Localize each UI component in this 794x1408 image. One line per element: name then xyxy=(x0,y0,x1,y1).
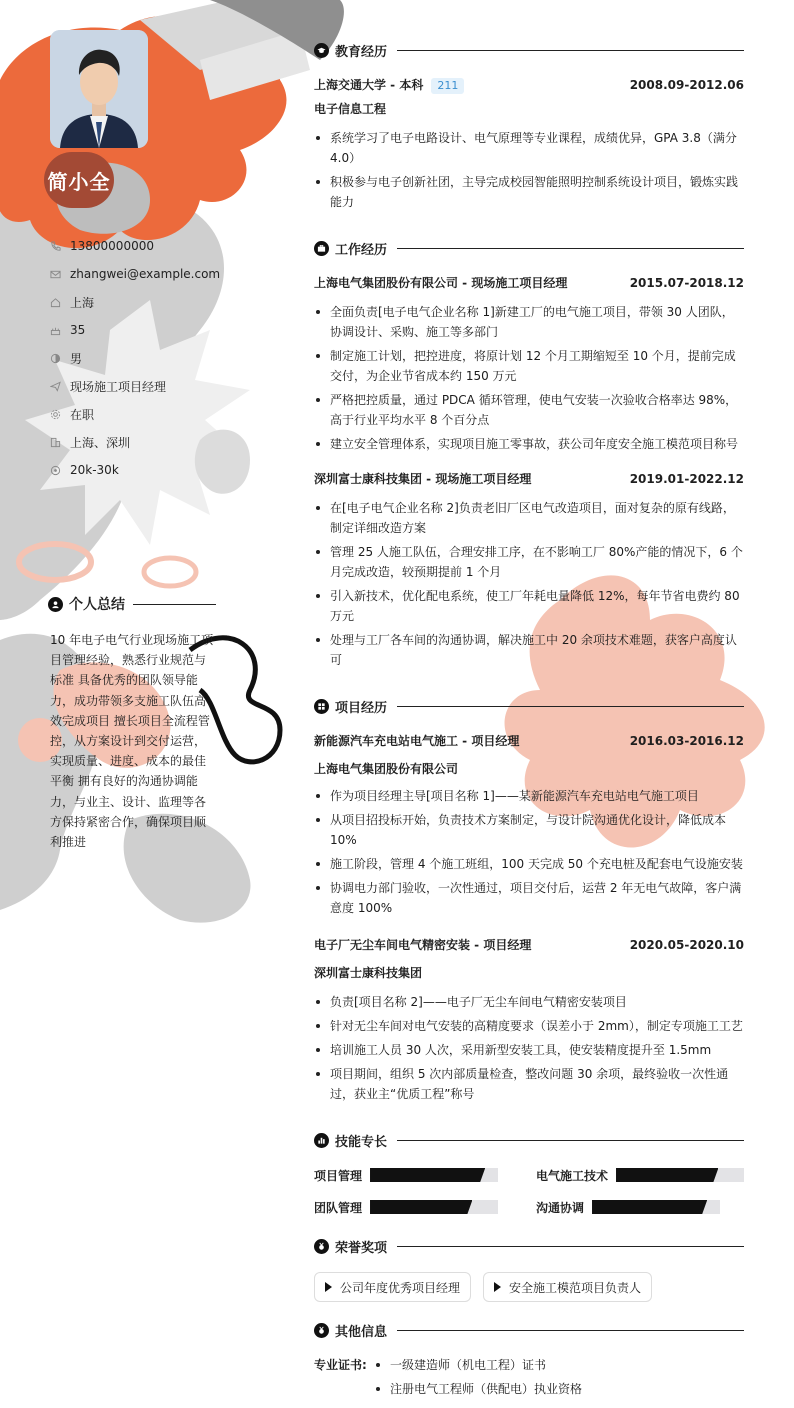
education-date: 2008.09-2012.06 xyxy=(629,78,744,92)
cert-label: 专业证书: xyxy=(314,1358,367,1372)
project-bullets-1 xyxy=(314,786,744,922)
work-title: 上海电气集团股份有限公司 - 现场施工项目经理 xyxy=(314,276,568,290)
phone-icon xyxy=(50,241,61,252)
project-bullets-2 xyxy=(314,992,744,1108)
skill-bar xyxy=(370,1200,498,1214)
project-date: 2016.03-2016.12 xyxy=(629,734,744,748)
project-title: 新能源汽车充电站电气施工 - 项目经理 xyxy=(314,734,520,748)
skill-bar-fill xyxy=(370,1168,485,1182)
info-status: 在职 xyxy=(50,400,280,428)
list-item: 引入新技术，优化配电系统，使工厂年耗电量降低 12%，每年节省电费约 80 万元 xyxy=(314,586,744,626)
divider xyxy=(397,1246,744,1247)
list-item: 全面负责[电子电气企业名称 1]新建工厂的电气施工项目，带领 30 人团队，协调设计、采购、施工等多部门 xyxy=(314,302,744,342)
education-row xyxy=(314,76,744,94)
mail-icon xyxy=(50,269,61,280)
skill-bar-fill xyxy=(616,1168,718,1182)
play-icon xyxy=(325,1282,332,1292)
list-item: 负责[项目名称 2]——电子厂无尘车间电气精密安装项目 xyxy=(314,992,744,1012)
awards-heading: 荣誉奖项 xyxy=(314,1236,744,1256)
avatar xyxy=(50,30,148,148)
divider xyxy=(397,1140,744,1141)
home-icon xyxy=(50,297,61,308)
list-item: 从项目招投标开始，负责技术方案制定，与设计院沟通优化设计，降低成本 10% xyxy=(314,810,744,850)
work-bullets-1 xyxy=(314,302,744,458)
education-bullets xyxy=(314,128,744,216)
skill-bar xyxy=(616,1168,744,1182)
list-item: 严格把控质量，通过 PDCA 循环管理，使电气安装一次验收合格率达 98%，高于行业平均水平 8 个百分点 xyxy=(314,390,744,430)
list-item: 注册电气工程师（供配电）执业资格 xyxy=(374,1379,744,1399)
list-item: 处理与工厂各车间的沟通协调，解决施工中 20 余项技术难题，获客户高度认可 xyxy=(314,630,744,670)
cert-list xyxy=(374,1355,744,1403)
gender-icon xyxy=(50,353,61,364)
list-item: 系统学习了电子电路设计、电气原理等专业课程，成绩优异，GPA 3.8（满分 4.0） xyxy=(314,128,744,168)
award-tag-1: 公司年度优秀项目经理 xyxy=(314,1272,471,1302)
coin-icon xyxy=(50,465,61,476)
info-age: 35 xyxy=(50,316,280,344)
contact-info xyxy=(50,232,280,484)
project-company: 深圳富士康科技集团 xyxy=(314,966,423,980)
other-heading: 其他信息 xyxy=(314,1320,744,1340)
education-major: 电子信息工程 xyxy=(314,102,387,116)
skill-bar xyxy=(592,1200,720,1214)
info-target-cities: 上海、深圳 xyxy=(50,428,280,456)
work-row-1 xyxy=(314,274,744,292)
list-item: 施工阶段，管理 4 个施工班组，100 天完成 50 个充电桩及配套电气设施安装 xyxy=(314,854,744,874)
school-name: 上海交通大学 - 本科 xyxy=(314,78,424,92)
info-gender: 男 xyxy=(50,344,280,372)
skill-electrical-construction: 电气施工技术 xyxy=(536,1166,744,1184)
gear-icon xyxy=(50,409,61,420)
work-date: 2019.01-2022.12 xyxy=(629,472,744,486)
award-tag-2: 安全施工模范项目负责人 xyxy=(483,1272,652,1302)
divider xyxy=(397,1330,744,1331)
skill-team-management: 团队管理 xyxy=(314,1198,498,1216)
list-item: 一级建造师（机电工程）证书 xyxy=(374,1355,744,1375)
name-badge: 简小全 xyxy=(44,152,114,208)
cake-icon xyxy=(50,325,61,336)
info-position: 现场施工项目经理 xyxy=(50,372,280,400)
play-icon xyxy=(494,1282,501,1292)
work-title: 深圳富士康科技集团 - 现场施工项目经理 xyxy=(314,472,532,486)
project-title: 电子厂无尘车间电气精密安装 - 项目经理 xyxy=(314,938,532,952)
work-heading: 工作经历 xyxy=(314,238,744,258)
medal-icon xyxy=(314,1239,329,1254)
project-date: 2020.05-2020.10 xyxy=(629,938,744,952)
send-icon xyxy=(50,381,61,392)
summary-heading: 个人总结 xyxy=(48,594,216,614)
work-date: 2015.07-2018.12 xyxy=(629,276,744,290)
skill-communication: 沟通协调 xyxy=(536,1198,720,1216)
skill-bar-fill xyxy=(370,1200,472,1214)
school-tag: 211 xyxy=(431,78,464,94)
skill-bar-fill xyxy=(592,1200,707,1214)
divider xyxy=(397,706,744,707)
briefcase-icon xyxy=(314,241,329,256)
info-salary: 20k-30k xyxy=(50,456,280,484)
skill-bar xyxy=(370,1168,498,1182)
list-item: 作为项目经理主导[项目名称 1]——某新能源汽车充电站电气施工项目 xyxy=(314,786,744,806)
skills-heading: 技能专长 xyxy=(314,1130,744,1150)
list-item: 项目期间，组织 5 次内部质量检查，整改问题 30 余项，最终验收一次性通过，获业主“优质工程”称号 xyxy=(314,1064,744,1104)
list-item: 管理 25 人施工队伍，合理安排工序，在不影响工厂 80%产能的情况下，6 个月完成改造，较预期提前 1 个月 xyxy=(314,542,744,582)
skill-project-management: 项目管理 xyxy=(314,1166,498,1184)
list-item: 积极参与电子创新社团，主导完成校园智能照明控制系统设计项目，锻炼实践能力 xyxy=(314,172,744,212)
info-email: zhangwei@example.com xyxy=(50,260,280,288)
list-item: 协调电力部门验收，一次性通过，项目交付后，运营 2 年无电气故障，客户满意度 100% xyxy=(314,878,744,918)
projects-heading: 项目经历 xyxy=(314,696,744,716)
user-icon xyxy=(48,597,63,612)
work-row-2 xyxy=(314,470,744,488)
work-bullets-2 xyxy=(314,498,744,674)
grid-icon xyxy=(314,699,329,714)
list-item: 制定施工计划，把控进度，将原计划 12 个月工期缩短至 10 个月，提前完成交付，为企业节省成本约 150 万元 xyxy=(314,346,744,386)
divider xyxy=(133,604,216,605)
info-city: 上海 xyxy=(50,288,280,316)
info-phone: 13800000000 xyxy=(50,232,280,260)
list-item: 在[电子电气企业名称 2]负责老旧厂区电气改造项目，面对复杂的原有线路，制定详细改造方案 xyxy=(314,498,744,538)
graduation-cap-icon xyxy=(314,43,329,58)
medal-icon xyxy=(314,1323,329,1338)
education-heading: 教育经历 xyxy=(314,40,744,60)
project-row-1 xyxy=(314,732,744,750)
bar-chart-icon xyxy=(314,1133,329,1148)
list-item: 针对无尘车间对电气安装的高精度要求（误差小于 2mm），制定专项施工工艺 xyxy=(314,1016,744,1036)
list-item: 建立安全管理体系，实现项目施工零事故，获公司年度安全施工模范项目称号 xyxy=(314,434,744,454)
building-icon xyxy=(50,437,61,448)
project-row-2 xyxy=(314,936,744,954)
list-item: 培训施工人员 30 人次，采用新型安装工具，使安装精度提升至 1.5mm xyxy=(314,1040,744,1060)
divider xyxy=(397,50,744,51)
summary-text: 10 年电子电气行业现场施工项目管理经验，熟悉行业规范与标准 具备优秀的团队领导能力，成功带领多支施工队伍高效完成项目 擅长项目全流程管控，从方案设计到交付运营，实现质量、进度、成本的最佳平衡 拥有良好的沟通协调能力，与业主、设计、监理等各方保持紧密合作，确保项目顺利推进 xyxy=(50,633,214,850)
project-company: 上海电气集团股份有限公司 xyxy=(314,762,459,776)
divider xyxy=(397,248,744,249)
